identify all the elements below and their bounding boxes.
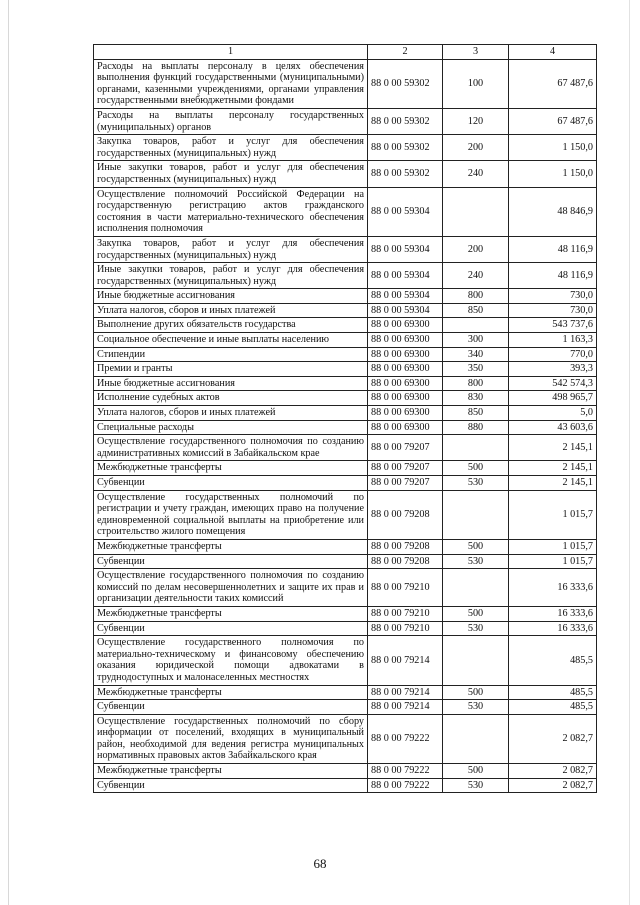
row-target-code: 88 0 00 79208	[368, 554, 443, 569]
row-target-code: 88 0 00 79222	[368, 714, 443, 763]
row-name: Субвенции	[94, 778, 368, 793]
row-target-code: 88 0 00 79214	[368, 700, 443, 715]
table-row	[94, 376, 597, 391]
row-target-code: 88 0 00 59302	[368, 135, 443, 161]
row-expense-type: 120	[443, 108, 509, 134]
row-target-code: 88 0 00 69300	[368, 420, 443, 435]
row-amount: 16 333,6	[509, 606, 597, 621]
row-expense-type: 100	[443, 59, 509, 108]
table-row	[94, 569, 597, 607]
row-target-code: 88 0 00 79222	[368, 778, 443, 793]
row-name: Уплата налогов, сборов и иных платежей	[94, 406, 368, 421]
row-target-code: 88 0 00 79210	[368, 621, 443, 636]
row-target-code: 88 0 00 59304	[368, 303, 443, 318]
row-target-code: 88 0 00 59302	[368, 108, 443, 134]
table-header	[94, 45, 597, 60]
row-amount: 5,0	[509, 406, 597, 421]
row-amount: 48 116,9	[509, 263, 597, 289]
row-amount: 2 145,1	[509, 461, 597, 476]
table-row	[94, 59, 597, 108]
row-expense-type: 500	[443, 764, 509, 779]
table-row	[94, 778, 597, 793]
row-expense-type: 340	[443, 347, 509, 362]
row-name: Осуществление полномочий Российской Федерации на государственную регистрацию актов гражданского состояния в части материально-технического обеспечения исполнения полномочия	[94, 187, 368, 236]
row-expense-type: 200	[443, 135, 509, 161]
header-row	[94, 45, 597, 60]
row-amount: 485,5	[509, 636, 597, 685]
table-row	[94, 333, 597, 348]
row-amount: 1 015,7	[509, 539, 597, 554]
row-amount: 730,0	[509, 289, 597, 304]
row-amount: 1 150,0	[509, 161, 597, 187]
row-amount: 770,0	[509, 347, 597, 362]
row-amount: 543 737,6	[509, 318, 597, 333]
row-amount: 730,0	[509, 303, 597, 318]
row-name: Осуществление государственного полномочия по созданию административных комиссий в Забайкальском крае	[94, 435, 368, 461]
row-amount: 498 965,7	[509, 391, 597, 406]
row-target-code: 88 0 00 59304	[368, 236, 443, 262]
row-amount: 542 574,3	[509, 376, 597, 391]
table-row	[94, 187, 597, 236]
table-row	[94, 362, 597, 377]
table-row	[94, 714, 597, 763]
row-target-code: 88 0 00 69300	[368, 391, 443, 406]
row-amount: 2 082,7	[509, 714, 597, 763]
row-amount: 67 487,6	[509, 108, 597, 134]
row-target-code: 88 0 00 69300	[368, 333, 443, 348]
table-row	[94, 236, 597, 262]
row-expense-type: 530	[443, 554, 509, 569]
table-row	[94, 461, 597, 476]
row-amount: 2 082,7	[509, 764, 597, 779]
row-name: Закупка товаров, работ и услуг для обеспечения государственных (муниципальных) нужд	[94, 135, 368, 161]
row-expense-type: 530	[443, 476, 509, 491]
row-target-code: 88 0 00 59304	[368, 187, 443, 236]
row-expense-type: 530	[443, 700, 509, 715]
row-name: Выполнение других обязательств государства	[94, 318, 368, 333]
row-expense-type: 880	[443, 420, 509, 435]
row-name: Иные бюджетные ассигнования	[94, 376, 368, 391]
row-amount: 1 163,3	[509, 333, 597, 348]
row-amount: 16 333,6	[509, 621, 597, 636]
row-name: Межбюджетные трансферты	[94, 685, 368, 700]
row-name: Субвенции	[94, 700, 368, 715]
row-name: Расходы на выплаты персоналу в целях обеспечения выполнения функций государственными (муниципальными) органами, казенными учреждениями, органами управления государственными внебюджетными фондами	[94, 59, 368, 108]
budget-table	[93, 44, 597, 793]
row-target-code: 88 0 00 79214	[368, 685, 443, 700]
table-row	[94, 606, 597, 621]
row-expense-type	[443, 490, 509, 539]
row-amount: 2 082,7	[509, 778, 597, 793]
table-row	[94, 435, 597, 461]
table-row	[94, 263, 597, 289]
row-expense-type: 530	[443, 778, 509, 793]
row-name: Иные закупки товаров, работ и услуг для обеспечения государственных (муниципальных) нужд	[94, 263, 368, 289]
table-body	[94, 59, 597, 793]
row-target-code: 88 0 00 59304	[368, 263, 443, 289]
row-target-code: 88 0 00 79207	[368, 435, 443, 461]
row-amount: 393,3	[509, 362, 597, 377]
row-expense-type: 830	[443, 391, 509, 406]
table-row	[94, 700, 597, 715]
row-name: Осуществление государственных полномочий по регистрации и учету граждан, имеющих право на получение единовременной социальной выплаты на приобретение или строительство жилого помещения	[94, 490, 368, 539]
row-expense-type	[443, 636, 509, 685]
table-row	[94, 391, 597, 406]
row-target-code: 88 0 00 69300	[368, 406, 443, 421]
row-expense-type	[443, 569, 509, 607]
table-row	[94, 636, 597, 685]
row-name: Межбюджетные трансферты	[94, 606, 368, 621]
row-name: Закупка товаров, работ и услуг для обеспечения государственных (муниципальных) нужд	[94, 236, 368, 262]
table-row	[94, 490, 597, 539]
table-row	[94, 621, 597, 636]
row-amount: 1 015,7	[509, 554, 597, 569]
table-row	[94, 135, 597, 161]
header-col-4: 4	[509, 45, 597, 60]
row-name: Межбюджетные трансферты	[94, 461, 368, 476]
row-target-code: 88 0 00 69300	[368, 362, 443, 377]
row-expense-type: 300	[443, 333, 509, 348]
row-target-code: 88 0 00 59302	[368, 161, 443, 187]
scan-left-edge	[8, 0, 9, 905]
row-name: Субвенции	[94, 554, 368, 569]
row-expense-type: 500	[443, 606, 509, 621]
row-name: Социальное обеспечение и иные выплаты населению	[94, 333, 368, 348]
row-name: Специальные расходы	[94, 420, 368, 435]
row-name: Межбюджетные трансферты	[94, 764, 368, 779]
row-expense-type: 530	[443, 621, 509, 636]
row-name: Осуществление государственного полномочия по созданию комиссий по делам несовершеннолетних и защите их прав и организации деятельности таких комиссий	[94, 569, 368, 607]
table-row	[94, 476, 597, 491]
row-expense-type: 850	[443, 406, 509, 421]
row-name: Исполнение судебных актов	[94, 391, 368, 406]
table-row	[94, 108, 597, 134]
row-expense-type	[443, 318, 509, 333]
row-target-code: 88 0 00 79208	[368, 539, 443, 554]
row-name: Премии и гранты	[94, 362, 368, 377]
row-name: Субвенции	[94, 621, 368, 636]
row-name: Осуществление государственного полномочия по материально-техническому и финансовому обеспечению оказания юридической помощи адвокатами в труднодоступных и малонаселенных местностях	[94, 636, 368, 685]
row-expense-type: 240	[443, 161, 509, 187]
row-amount: 67 487,6	[509, 59, 597, 108]
row-expense-type: 500	[443, 539, 509, 554]
table-row	[94, 420, 597, 435]
row-expense-type	[443, 187, 509, 236]
row-name: Стипендии	[94, 347, 368, 362]
row-name: Иные бюджетные ассигнования	[94, 289, 368, 304]
table-row	[94, 161, 597, 187]
page-number: 68	[313, 856, 327, 871]
table-row	[94, 406, 597, 421]
table-row	[94, 764, 597, 779]
row-expense-type: 500	[443, 461, 509, 476]
header-col-2: 2	[368, 45, 443, 60]
row-expense-type	[443, 714, 509, 763]
row-amount: 485,5	[509, 700, 597, 715]
row-target-code: 88 0 00 79207	[368, 476, 443, 491]
row-expense-type	[443, 435, 509, 461]
table-row	[94, 554, 597, 569]
row-target-code: 88 0 00 79214	[368, 636, 443, 685]
row-name: Иные закупки товаров, работ и услуг для обеспечения государственных (муниципальных) нужд	[94, 161, 368, 187]
row-target-code: 88 0 00 79210	[368, 569, 443, 607]
row-expense-type: 350	[443, 362, 509, 377]
row-expense-type: 240	[443, 263, 509, 289]
table-row	[94, 539, 597, 554]
row-expense-type: 800	[443, 376, 509, 391]
row-amount: 485,5	[509, 685, 597, 700]
row-expense-type: 800	[443, 289, 509, 304]
row-amount: 48 116,9	[509, 236, 597, 262]
row-name: Осуществление государственных полномочий по сбору информации от поселений, входящих в муниципальный район, необходимой для ведения регистра муниципальных нормативных правовых актов Забайкальского края	[94, 714, 368, 763]
row-expense-type: 500	[443, 685, 509, 700]
header-col-1: 1	[94, 45, 368, 60]
row-amount: 16 333,6	[509, 569, 597, 607]
row-name: Уплата налогов, сборов и иных платежей	[94, 303, 368, 318]
scan-right-edge	[629, 0, 630, 905]
table-row	[94, 318, 597, 333]
row-target-code: 88 0 00 69300	[368, 376, 443, 391]
row-target-code: 88 0 00 79210	[368, 606, 443, 621]
row-amount: 1 015,7	[509, 490, 597, 539]
table-row	[94, 303, 597, 318]
row-target-code: 88 0 00 59304	[368, 289, 443, 304]
table-row	[94, 685, 597, 700]
row-target-code: 88 0 00 69300	[368, 318, 443, 333]
row-expense-type: 200	[443, 236, 509, 262]
row-target-code: 88 0 00 79208	[368, 490, 443, 539]
row-name: Расходы на выплаты персоналу государственных (муниципальных) органов	[94, 108, 368, 134]
row-name: Межбюджетные трансферты	[94, 539, 368, 554]
row-target-code: 88 0 00 69300	[368, 347, 443, 362]
row-amount: 2 145,1	[509, 435, 597, 461]
row-amount: 1 150,0	[509, 135, 597, 161]
header-col-3: 3	[443, 45, 509, 60]
row-target-code: 88 0 00 59302	[368, 59, 443, 108]
row-target-code: 88 0 00 79207	[368, 461, 443, 476]
row-name: Субвенции	[94, 476, 368, 491]
table-row	[94, 289, 597, 304]
row-expense-type: 850	[443, 303, 509, 318]
row-amount: 2 145,1	[509, 476, 597, 491]
row-amount: 48 846,9	[509, 187, 597, 236]
row-amount: 43 603,6	[509, 420, 597, 435]
table-row	[94, 347, 597, 362]
row-target-code: 88 0 00 79222	[368, 764, 443, 779]
